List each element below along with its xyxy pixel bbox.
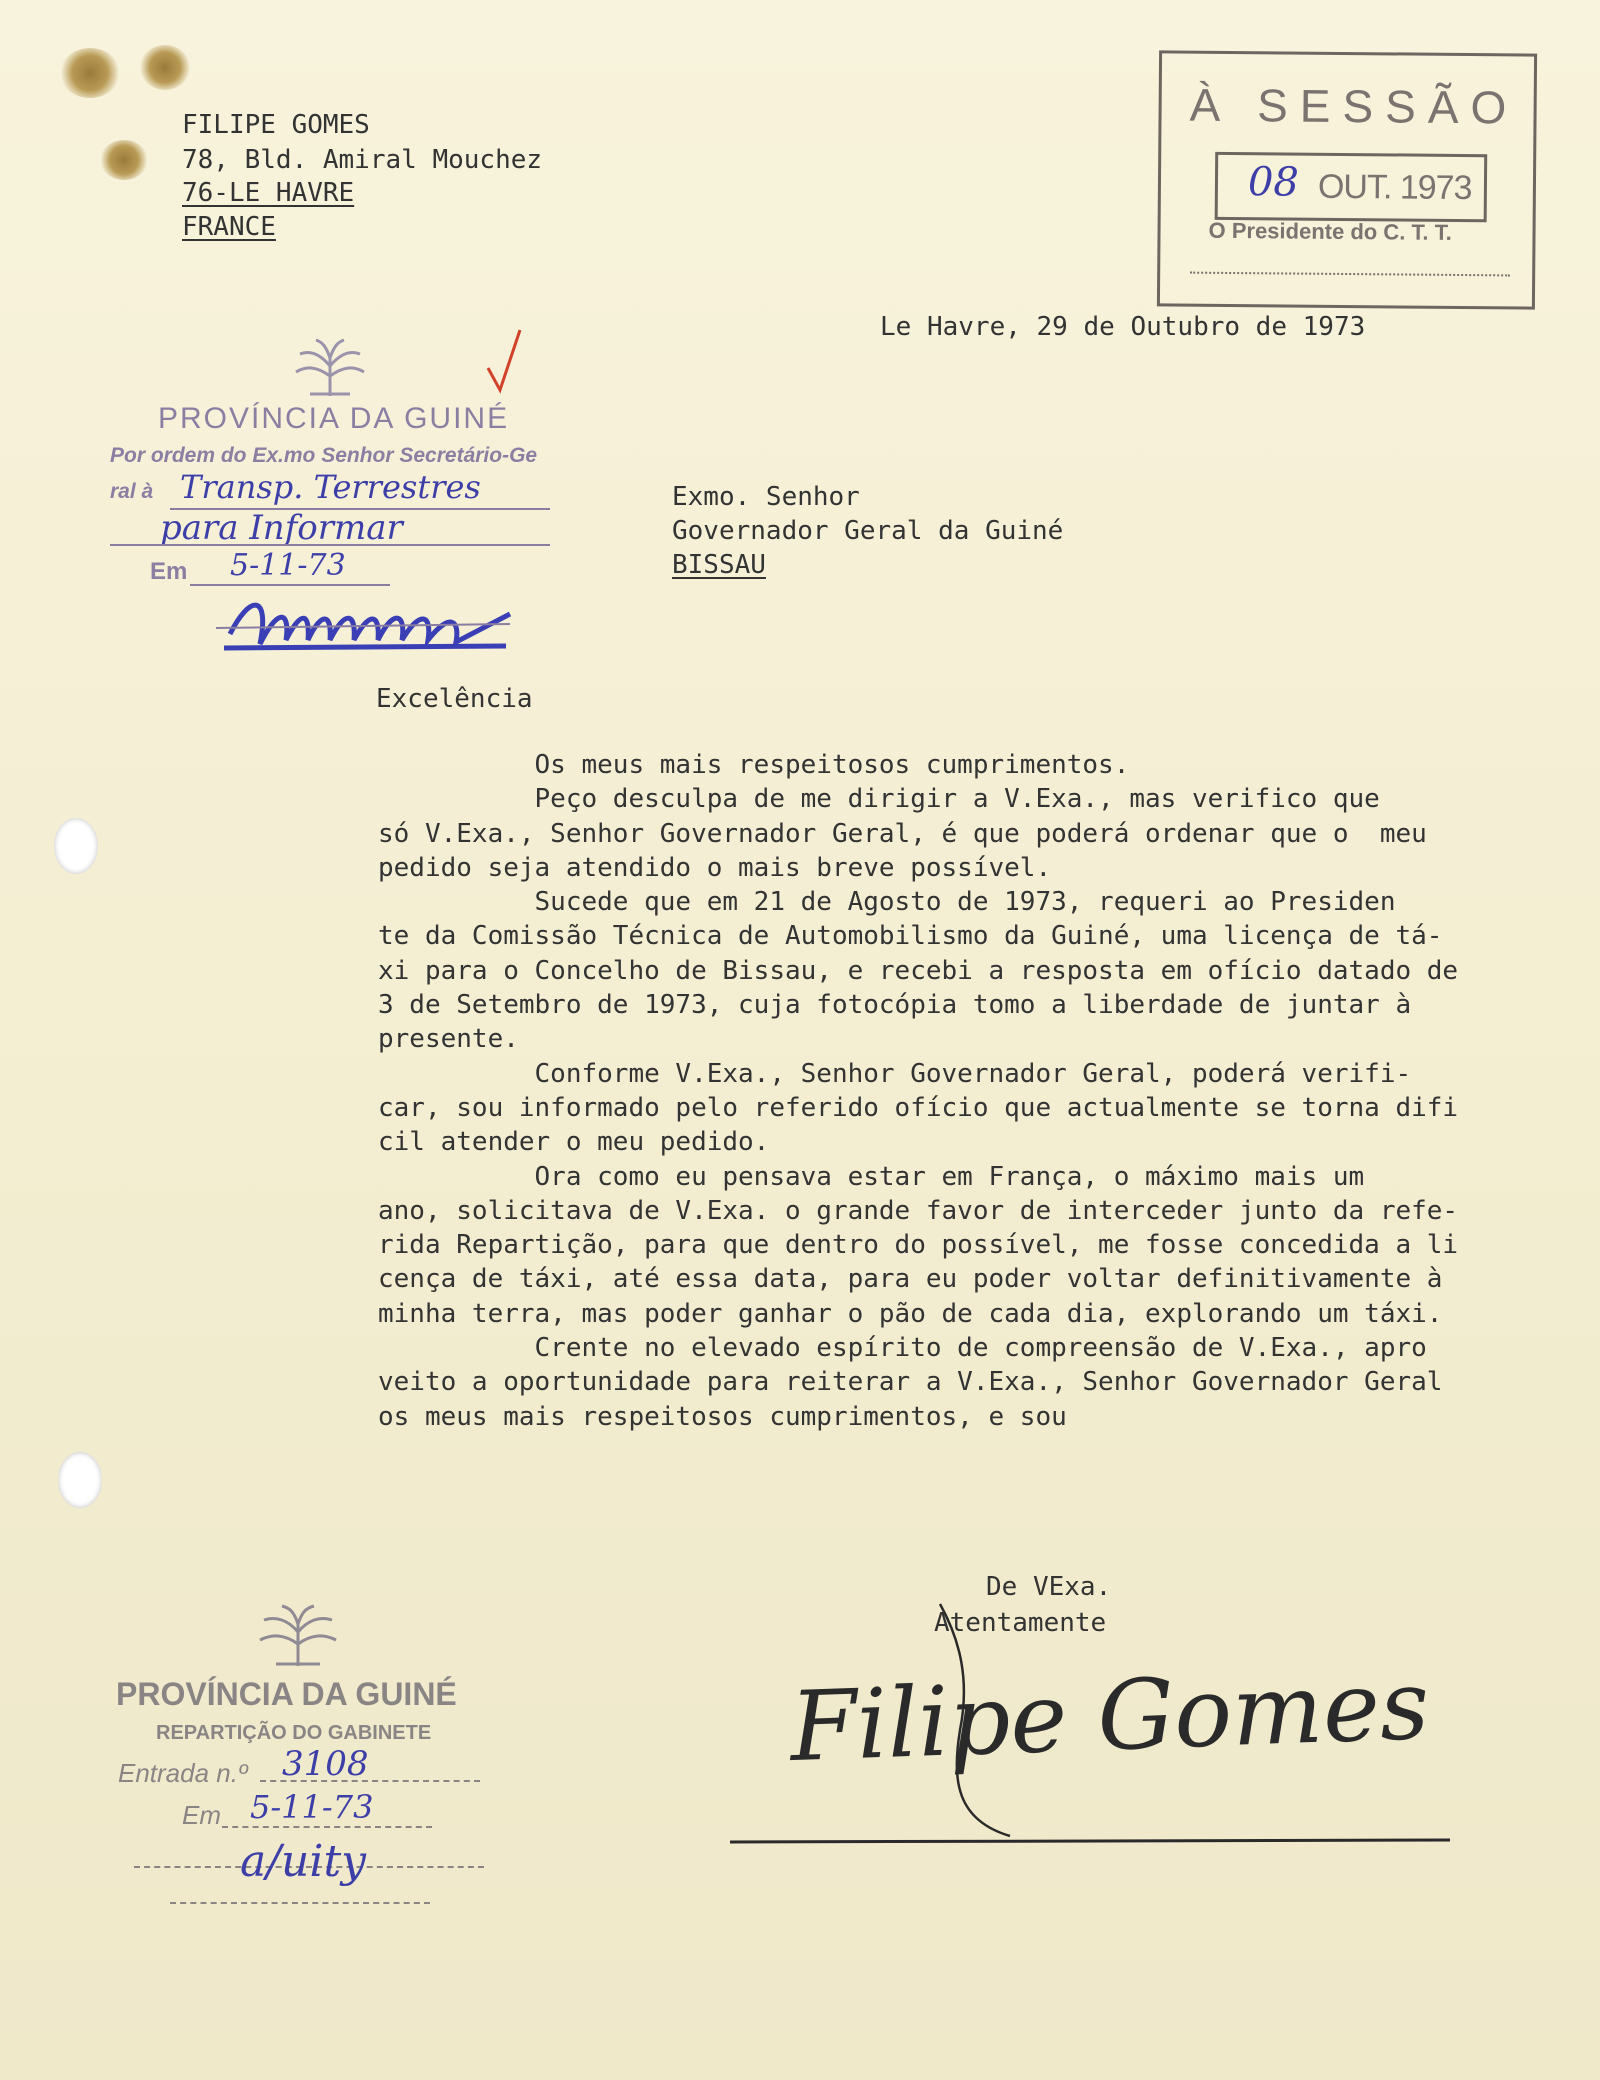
stamp-rule (222, 1826, 432, 1828)
signature: Filipe Gomes (788, 1648, 1431, 1784)
crest-icon (250, 1600, 346, 1672)
body-line: Ora como eu pensava estar em França, o máximo mais um (378, 1161, 1365, 1192)
body-line: Conforme V.Exa., Senhor Governador Geral, poderá verifi- (378, 1058, 1412, 1089)
body-line: ano, solicitava de V.Exa. o grande favor de interceder junto da refe- (378, 1195, 1459, 1226)
body-line: minha terra, mas poder ganhar o pão de cada dia, explorando um táxi. (378, 1298, 1443, 1329)
stamp-rule (110, 544, 550, 546)
province-stamp-bottom-entry-label: Entrada n.º (118, 1758, 248, 1788)
province-stamp-bottom-title: PROVÍNCIA DA GUINÉ (116, 1676, 457, 1712)
recipient-title: Governador Geral da Guiné (672, 516, 1064, 546)
session-stamp-title: À SESSÃO (1189, 78, 1519, 134)
rust-stain (100, 140, 148, 180)
session-stamp-date-hand: 08 (1247, 159, 1300, 206)
session-stamp-date-print: OUT. 1973 (1317, 167, 1472, 208)
session-stamp-caption: O Presidente do C. T. T. (1208, 217, 1452, 245)
body-line: só V.Exa., Senhor Governador Geral, é que poderá ordenar que o meu (378, 818, 1427, 849)
body-line: cença de táxi, até essa data, para eu poder voltar definitivamente à (378, 1264, 1443, 1295)
check-mark-icon (484, 326, 524, 396)
province-stamp-top-hand-1: Transp. Terrestres (180, 468, 481, 506)
closing-line-1: De VExa. (986, 1572, 1112, 1602)
sender-street: 78, Bld. Amiral Mouchez (182, 145, 543, 175)
crest-icon (286, 336, 374, 402)
body-line: car, sou informado pelo referido ofício que actualmente se torna difi (378, 1092, 1459, 1123)
session-stamp-signature-line (1190, 272, 1510, 277)
body-line: os meus mais respeitosos cumprimentos, e sou (378, 1401, 1067, 1432)
body-line: Crente no elevado espírito de compreensão de V.Exa., apro (378, 1333, 1427, 1364)
province-stamp-bottom-date-prefix: Em (182, 1800, 221, 1830)
sender-country: FRANCE (182, 212, 276, 242)
body-line: Os meus mais respeitosos cumprimentos. (378, 750, 1130, 780)
body-line: veito a oportunidade para reiterar a V.Exa., Senhor Governador Geral (378, 1367, 1443, 1398)
body-line: cil atender o meu pedido. (378, 1127, 770, 1158)
letter-body (378, 748, 1578, 1434)
signature-flourish (720, 1600, 1480, 1860)
punch-hole (58, 1452, 102, 1508)
province-stamp-top-line2-prefix: ral à (110, 480, 154, 503)
sender-name: FILIPE GOMES (182, 110, 370, 140)
stamp-rule (260, 1780, 480, 1782)
body-line: 3 de Setembro de 1973, cuja fotocópia tomo a liberdade de juntar à (378, 990, 1412, 1021)
rust-stain (60, 48, 120, 98)
province-stamp-top-title: PROVÍNCIA DA GUINÉ (158, 402, 510, 435)
body-line: xi para o Concelho de Bissau, e recebi a resposta em ofício datado de (378, 955, 1459, 986)
body-line: rida Repartição, para que dentro do possível, me fosse concedida a li (378, 1230, 1459, 1261)
letter-date: Le Havre, 29 de Outubro de 1973 (880, 312, 1366, 342)
session-stamp-date-box (1215, 152, 1488, 222)
province-stamp-top-line1: Por ordem do Ex.mo Senhor Secretário-Ge (110, 444, 538, 467)
body-line: Peço desculpa de me dirigir a V.Exa., mas verifico que (378, 784, 1380, 815)
rust-stain (140, 45, 190, 90)
province-stamp-top-date-prefix: Em (150, 558, 188, 585)
recipient-place: BISSAU (672, 550, 766, 580)
body-line: te da Comissão Técnica de Automobilismo da Guiné, uma licença de tá- (378, 921, 1443, 952)
province-stamp-bottom-subtitle: REPARTIÇÃO DO GABINETE (156, 1722, 432, 1744)
body-line: presente. (378, 1024, 519, 1055)
stamp-rule (170, 1902, 430, 1904)
official-signature-scribble (210, 584, 520, 664)
punch-hole (54, 818, 98, 874)
closing-line-2: Atentamente (934, 1608, 1107, 1638)
sender-city: 76-LE HAVRE (182, 178, 355, 208)
province-stamp-top-date: 5-11-73 (230, 548, 346, 583)
recipient-salutation: Exmo. Senhor (672, 482, 860, 512)
province-stamp-bottom-entry-number: 3108 (282, 1744, 369, 1784)
body-line: pedido seja atendido o mais breve possível. (378, 852, 1052, 883)
province-stamp-bottom-date: 5-11-73 (250, 1788, 374, 1826)
province-stamp-top-hand-2: para Informar (160, 508, 403, 548)
session-stamp (1157, 50, 1537, 309)
body-line: Sucede que em 21 de Agosto de 1973, requeri ao Presiden (378, 887, 1396, 918)
province-stamp-bottom-initials: a/uity (240, 1836, 367, 1887)
greeting: Excelência (376, 684, 533, 714)
